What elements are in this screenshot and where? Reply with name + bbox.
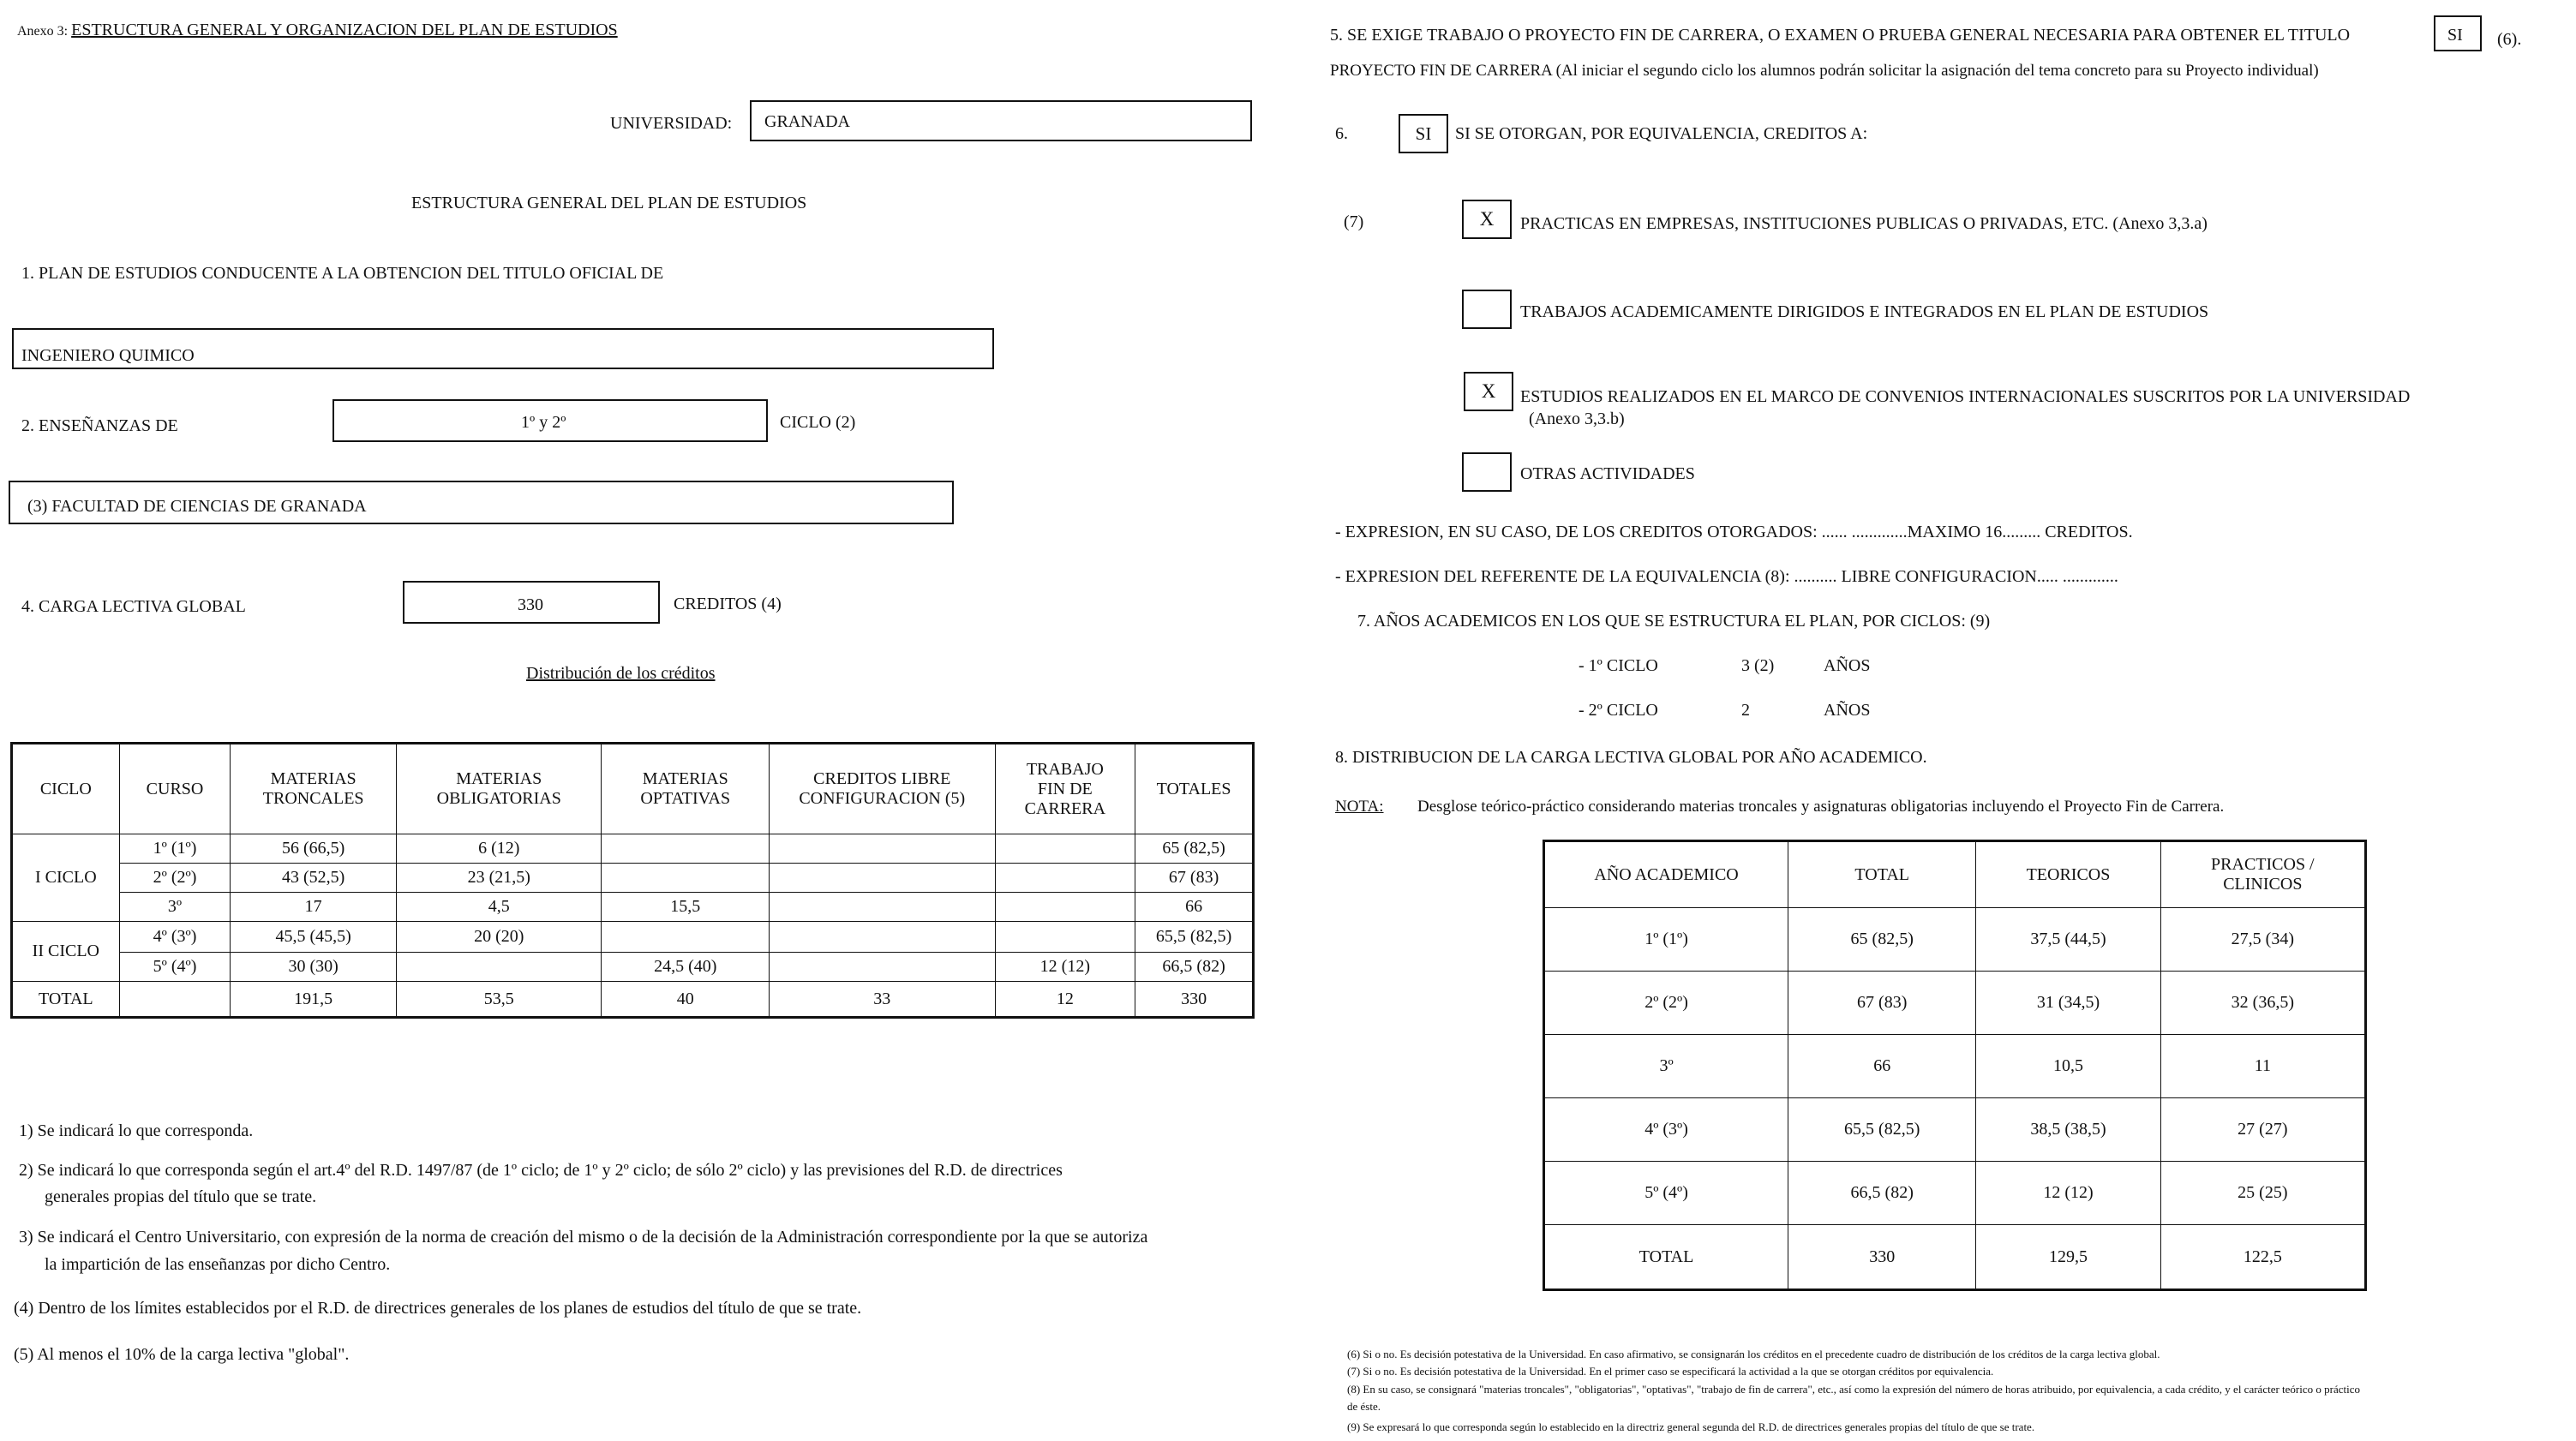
year-header-practicos: PRACTICOS / CLINICOS <box>2160 841 2365 908</box>
cell: 27 (27) <box>2160 1098 2365 1162</box>
cell: 66,5 (82) <box>1788 1162 1976 1225</box>
cycle1-value: 3 (2) <box>1741 656 1775 675</box>
annex-header <box>17 21 618 40</box>
cell: 67 (83) <box>1788 972 1976 1035</box>
cell: 11 <box>2160 1035 2365 1098</box>
expr-referente: - EXPRESION DEL REFERENTE DE LA EQUIVALENCIA (8): .......... LIBRE CONFIGURACION..... ............. <box>1335 567 2118 586</box>
item5-suffix: (6). <box>2497 30 2522 49</box>
cell: 33 <box>770 982 996 1018</box>
expr-credits: - EXPRESION, EN SU CASO, DE LOS CREDITOS OTORGADOS: ...... .............MAXIMO 16......... CREDITOS. <box>1335 523 2133 541</box>
year-table-row <box>1544 908 2366 972</box>
cell: 10,5 <box>1976 1035 2160 1098</box>
item6-number: 6. <box>1335 124 1348 143</box>
item7-text: 7. AÑOS ACADEMICOS EN LOS QUE SE ESTRUCTURA EL PLAN, POR CICLOS: (9) <box>1357 612 1991 631</box>
option-checkbox-convenios[interactable]: X <box>1464 372 1513 411</box>
note-3: 3) Se indicará el Centro Universitario, con expresión de la norma de creación del mismo o de la decisión de la Administración correspondiente por la que se autoriza <box>19 1228 1148 1247</box>
cell: TOTAL <box>1544 1225 1788 1290</box>
cycle1-cell: I CICLO <box>12 834 120 922</box>
option-label-trabajos: TRABAJOS ACADEMICAMENTE DIRIGIDOS E INTEGRADOS EN EL PLAN DE ESTUDIOS <box>1520 302 2209 321</box>
degree-value: INGENIERO QUIMICO <box>21 346 195 365</box>
option-label-convenios: ESTUDIOS REALIZADOS EN EL MARCO DE CONVENIOS INTERNACIONALES SUSCRITOS POR LA UNIVERSIDAD <box>1520 387 2411 406</box>
option-checkbox-otras[interactable] <box>1462 452 1512 492</box>
cell: 37,5 (44,5) <box>1976 908 2160 972</box>
cell: 65,5 (82,5) <box>1135 922 1254 953</box>
note-2: 2) Se indicará lo que corresponda según el art.4º del R.D. 1497/87 (de 1º ciclo; de 1º y 2º ciclo; de sólo 2º ciclo) y las previsiones del R.D. de directrices <box>19 1161 1063 1180</box>
cell: 15,5 <box>602 893 770 922</box>
cell <box>119 982 231 1018</box>
cell: 66,5 (82) <box>1135 953 1254 982</box>
cell: 20 (20) <box>396 922 602 953</box>
header-ciclo: CICLO <box>12 744 120 834</box>
cell: 65,5 (82,5) <box>1788 1098 1976 1162</box>
note-1: 1) Se indicará lo que corresponda. <box>19 1121 254 1140</box>
footnote-7: (7) Si o no. Es decisión potestativa de la Universidad. En el primer caso se especificará la actividad a la que se otorgan créditos por equivalencia. <box>1347 1365 1994 1378</box>
distribution-title: Distribución de los créditos <box>526 664 716 683</box>
cell: 191,5 <box>231 982 397 1018</box>
cell: 67 (83) <box>1135 864 1254 893</box>
cell: 12 (12) <box>1976 1162 2160 1225</box>
cell: 30 (30) <box>231 953 397 982</box>
cell: 5º (4º) <box>1544 1162 1788 1225</box>
cell: 6 (12) <box>396 834 602 864</box>
item1-label: 1. PLAN DE ESTUDIOS CONDUCENTE A LA OBTENCION DEL TITULO OFICIAL DE <box>21 264 664 283</box>
cell: 38,5 (38,5) <box>1976 1098 2160 1162</box>
cell: 1º (1º) <box>119 834 231 864</box>
year-table-total-row <box>1544 1225 2366 1290</box>
cell: 65 (82,5) <box>1788 908 1976 972</box>
annex-title: ESTRUCTURA GENERAL Y ORGANIZACION DEL PLAN DE ESTUDIOS <box>71 21 618 39</box>
cycle2-cell: II CICLO <box>12 922 120 982</box>
item5-line2: PROYECTO FIN DE CARRERA (Al iniciar el segundo ciclo los alumnos podrán solicitar la asignación del tema concreto para su Proyecto individual) <box>1330 62 2319 80</box>
cell: 2º (2º) <box>119 864 231 893</box>
annex-prefix: Anexo 3: <box>17 24 69 39</box>
cycle2-label: - 2º CICLO <box>1579 701 1658 720</box>
table-header-row <box>12 744 1254 834</box>
table-row <box>12 953 1254 982</box>
cell: 3º <box>119 893 231 922</box>
header-totales: TOTALES <box>1135 744 1254 834</box>
cell <box>995 834 1135 864</box>
option-label-convenios-annex: (Anexo 3,3.b) <box>1529 410 1625 428</box>
option-label-otras: OTRAS ACTIVIDADES <box>1520 464 1695 483</box>
cell: 4º (3º) <box>119 922 231 953</box>
university-label: UNIVERSIDAD: <box>610 114 733 133</box>
cell <box>995 893 1135 922</box>
note-5: (5) Al menos el 10% de la carga lectiva "global". <box>14 1345 350 1364</box>
table-total-row <box>12 982 1254 1018</box>
cell <box>770 864 996 893</box>
cell: 3º <box>1544 1035 1788 1098</box>
item5-text: 5. SE EXIGE TRABAJO O PROYECTO FIN DE CARRERA, O EXAMEN O PRUEBA GENERAL NECESARIA PARA OBTENER EL TITULO <box>1330 26 2351 45</box>
cell <box>602 922 770 953</box>
year-table-row <box>1544 972 2366 1035</box>
cell: 40 <box>602 982 770 1018</box>
cell: 4º (3º) <box>1544 1098 1788 1162</box>
header-libre: CREDITOS LIBRE CONFIGURACION (5) <box>770 744 996 834</box>
cell: 5º (4º) <box>119 953 231 982</box>
cell: 330 <box>1135 982 1254 1018</box>
header-obligatorias: MATERIAS OBLIGATORIAS <box>396 744 602 834</box>
cell <box>770 834 996 864</box>
option-checkbox-trabajos[interactable] <box>1462 290 1512 329</box>
item4-label: 4. CARGA LECTIVA GLOBAL <box>21 597 246 616</box>
credits-suffix: CREDITOS (4) <box>674 595 782 613</box>
cell: 12 <box>995 982 1135 1018</box>
footnote-6: (6) Si o no. Es decisión potestativa de la Universidad. En caso afirmativo, se consignarán los créditos en el precedente cuadro de distribución de los créditos de la carga lectiva global. <box>1347 1348 2160 1360</box>
nota-text: Desglose teórico-práctico considerando materias troncales y asignaturas obligatorias incluyendo el Proyecto Fin de Carrera. <box>1417 798 2225 816</box>
credits-value: 330 <box>518 595 543 614</box>
header-curso: CURSO <box>119 744 231 834</box>
cell: 17 <box>231 893 397 922</box>
cycle2-value: 2 <box>1741 701 1750 720</box>
item6-marker: (7) <box>1344 212 1364 231</box>
cell: 1º (1º) <box>1544 908 1788 972</box>
cell: 4,5 <box>396 893 602 922</box>
cell: TOTAL <box>12 982 120 1018</box>
cell <box>602 864 770 893</box>
header-optativas: MATERIAS OPTATIVAS <box>602 744 770 834</box>
cell <box>602 834 770 864</box>
cell <box>995 922 1135 953</box>
year-header-ano: AÑO ACADEMICO <box>1544 841 1788 908</box>
note-4: (4) Dentro de los límites establecidos por el R.D. de directrices generales de los planes de estudios del título de que se trate. <box>14 1299 862 1318</box>
cell: 129,5 <box>1976 1225 2160 1290</box>
year-table-row <box>1544 1162 2366 1225</box>
cell: 45,5 (45,5) <box>231 922 397 953</box>
cycle1-label: - 1º CICLO <box>1579 656 1658 675</box>
header-troncales: MATERIAS TRONCALES <box>231 744 397 834</box>
cell: 25 (25) <box>2160 1162 2365 1225</box>
table-row <box>12 864 1254 893</box>
cell: 330 <box>1788 1225 1976 1290</box>
cell: 43 (52,5) <box>231 864 397 893</box>
cell: 24,5 (40) <box>602 953 770 982</box>
cell <box>396 953 602 982</box>
year-distribution-table <box>1543 840 2367 1291</box>
footnote-8: (8) En su caso, se consignará "materias troncales", "obligatorias", "optativas", "trabajo de fin de carrera", etc., así como la expresión del número de horas atribuido, por equivalencia, a cada crédito, y el carácter teórico o práctico <box>1347 1383 2361 1396</box>
cell <box>770 953 996 982</box>
year-table-header-row <box>1544 841 2366 908</box>
year-table-row <box>1544 1035 2366 1098</box>
table-row <box>12 834 1254 864</box>
cell <box>770 893 996 922</box>
footnote-8-cont: de éste. <box>1347 1400 1381 1413</box>
cycle1-unit: AÑOS <box>1824 656 1871 675</box>
section-title: ESTRUCTURA GENERAL DEL PLAN DE ESTUDIOS <box>411 194 807 212</box>
cell: 56 (66,5) <box>231 834 397 864</box>
cell: 66 <box>1135 893 1254 922</box>
cell <box>995 864 1135 893</box>
cell: 122,5 <box>2160 1225 2365 1290</box>
year-header-total: TOTAL <box>1788 841 1976 908</box>
cell <box>770 922 996 953</box>
footnote-9: (9) Se expresará lo que corresponda según lo establecido en la directriz general segunda del R.D. de directrices generales propias del título de que se trate. <box>1347 1420 2035 1433</box>
item8-text: 8. DISTRIBUCION DE LA CARGA LECTIVA GLOBAL POR AÑO ACADEMICO. <box>1335 748 1927 767</box>
year-table-row <box>1544 1098 2366 1162</box>
cell: 2º (2º) <box>1544 972 1788 1035</box>
cell: 53,5 <box>396 982 602 1018</box>
option-checkbox-practicas[interactable]: X <box>1462 200 1512 239</box>
university-value: GRANADA <box>764 112 850 131</box>
cell: 66 <box>1788 1035 1976 1098</box>
cell: 12 (12) <box>995 953 1135 982</box>
option-label-practicas: PRACTICAS EN EMPRESAS, INSTITUCIONES PUBLICAS O PRIVADAS, ETC. (Anexo 3,3.a) <box>1520 214 2208 233</box>
item6-box: SI <box>1399 114 1448 153</box>
year-header-teoricos: TEORICOS <box>1976 841 2160 908</box>
cell: 23 (21,5) <box>396 864 602 893</box>
note-3-cont: la impartición de las enseñanzas por dicho Centro. <box>45 1255 391 1274</box>
faculty-value: (3) FACULTAD DE CIENCIAS DE GRANADA <box>27 497 367 516</box>
cell: 27,5 (34) <box>2160 908 2365 972</box>
item6-text: SI SE OTORGAN, POR EQUIVALENCIA, CREDITOS A: <box>1455 124 1868 143</box>
cycle2-unit: AÑOS <box>1824 701 1871 720</box>
cell: 65 (82,5) <box>1135 834 1254 864</box>
header-trabajo: TRABAJO FIN DE CARRERA <box>995 744 1135 834</box>
credit-distribution-table <box>10 742 1255 1019</box>
cell: 31 (34,5) <box>1976 972 2160 1035</box>
note-2-cont: generales propias del título que se trate. <box>45 1187 317 1206</box>
cell: 32 (36,5) <box>2160 972 2365 1035</box>
item5-value: SI <box>2447 26 2463 45</box>
cycle-suffix: CICLO (2) <box>780 413 856 432</box>
item2-label: 2. ENSEÑANZAS DE <box>21 416 178 435</box>
nota-label: NOTA: <box>1335 798 1384 816</box>
table-row <box>12 922 1254 953</box>
cycle-value: 1º y 2º <box>521 413 566 432</box>
table-row <box>12 893 1254 922</box>
